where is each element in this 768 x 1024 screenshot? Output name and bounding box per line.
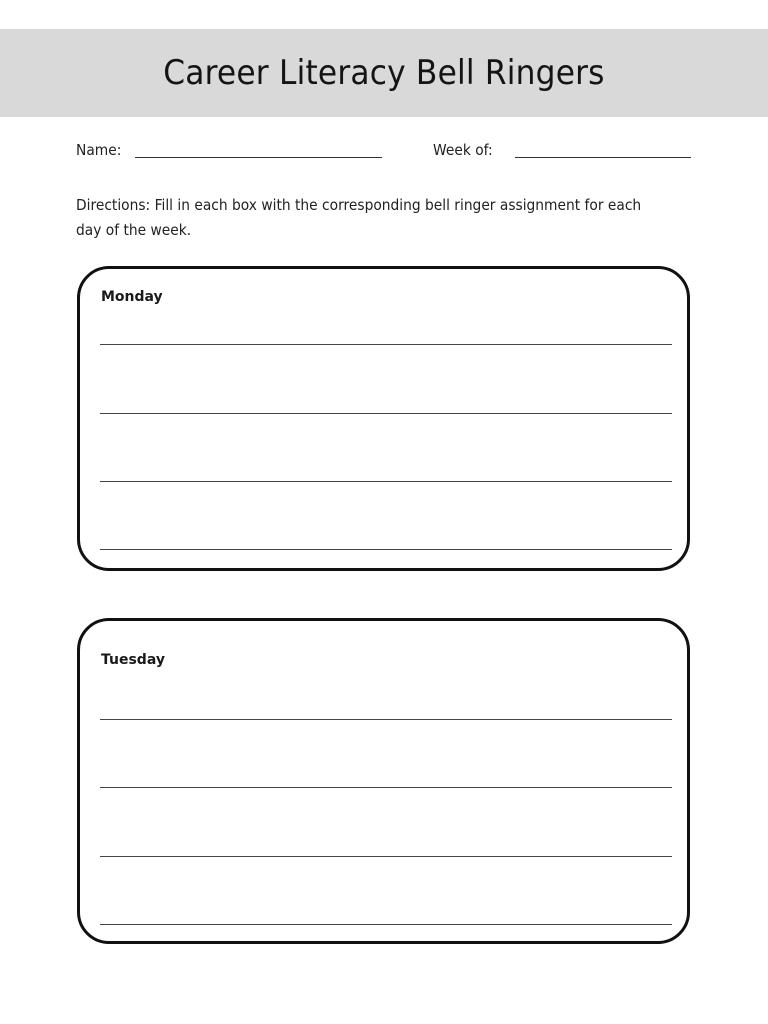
writing-line[interactable]: [100, 549, 672, 550]
week-of-field[interactable]: [515, 157, 691, 158]
writing-line[interactable]: [100, 856, 672, 857]
page-title: Career Literacy Bell Ringers: [163, 53, 605, 93]
day-label-tuesday: Tuesday: [101, 652, 165, 668]
title-banner: [0, 29, 768, 117]
writing-line[interactable]: [100, 719, 672, 720]
day-label-monday: Monday: [101, 289, 163, 305]
week-of-label: Week of:: [433, 141, 493, 159]
directions-text: Directions: Fill in each box with the corresponding bell ringer assignment for each day of the week.: [76, 196, 642, 239]
writing-line[interactable]: [100, 481, 672, 482]
writing-line[interactable]: [100, 924, 672, 925]
writing-line[interactable]: [100, 344, 672, 345]
name-field[interactable]: [135, 157, 382, 158]
name-label: Name:: [76, 141, 122, 159]
writing-line[interactable]: [100, 413, 672, 414]
day-box-tuesday: [77, 618, 690, 944]
writing-line[interactable]: [100, 787, 672, 788]
day-box-monday: [77, 266, 690, 571]
